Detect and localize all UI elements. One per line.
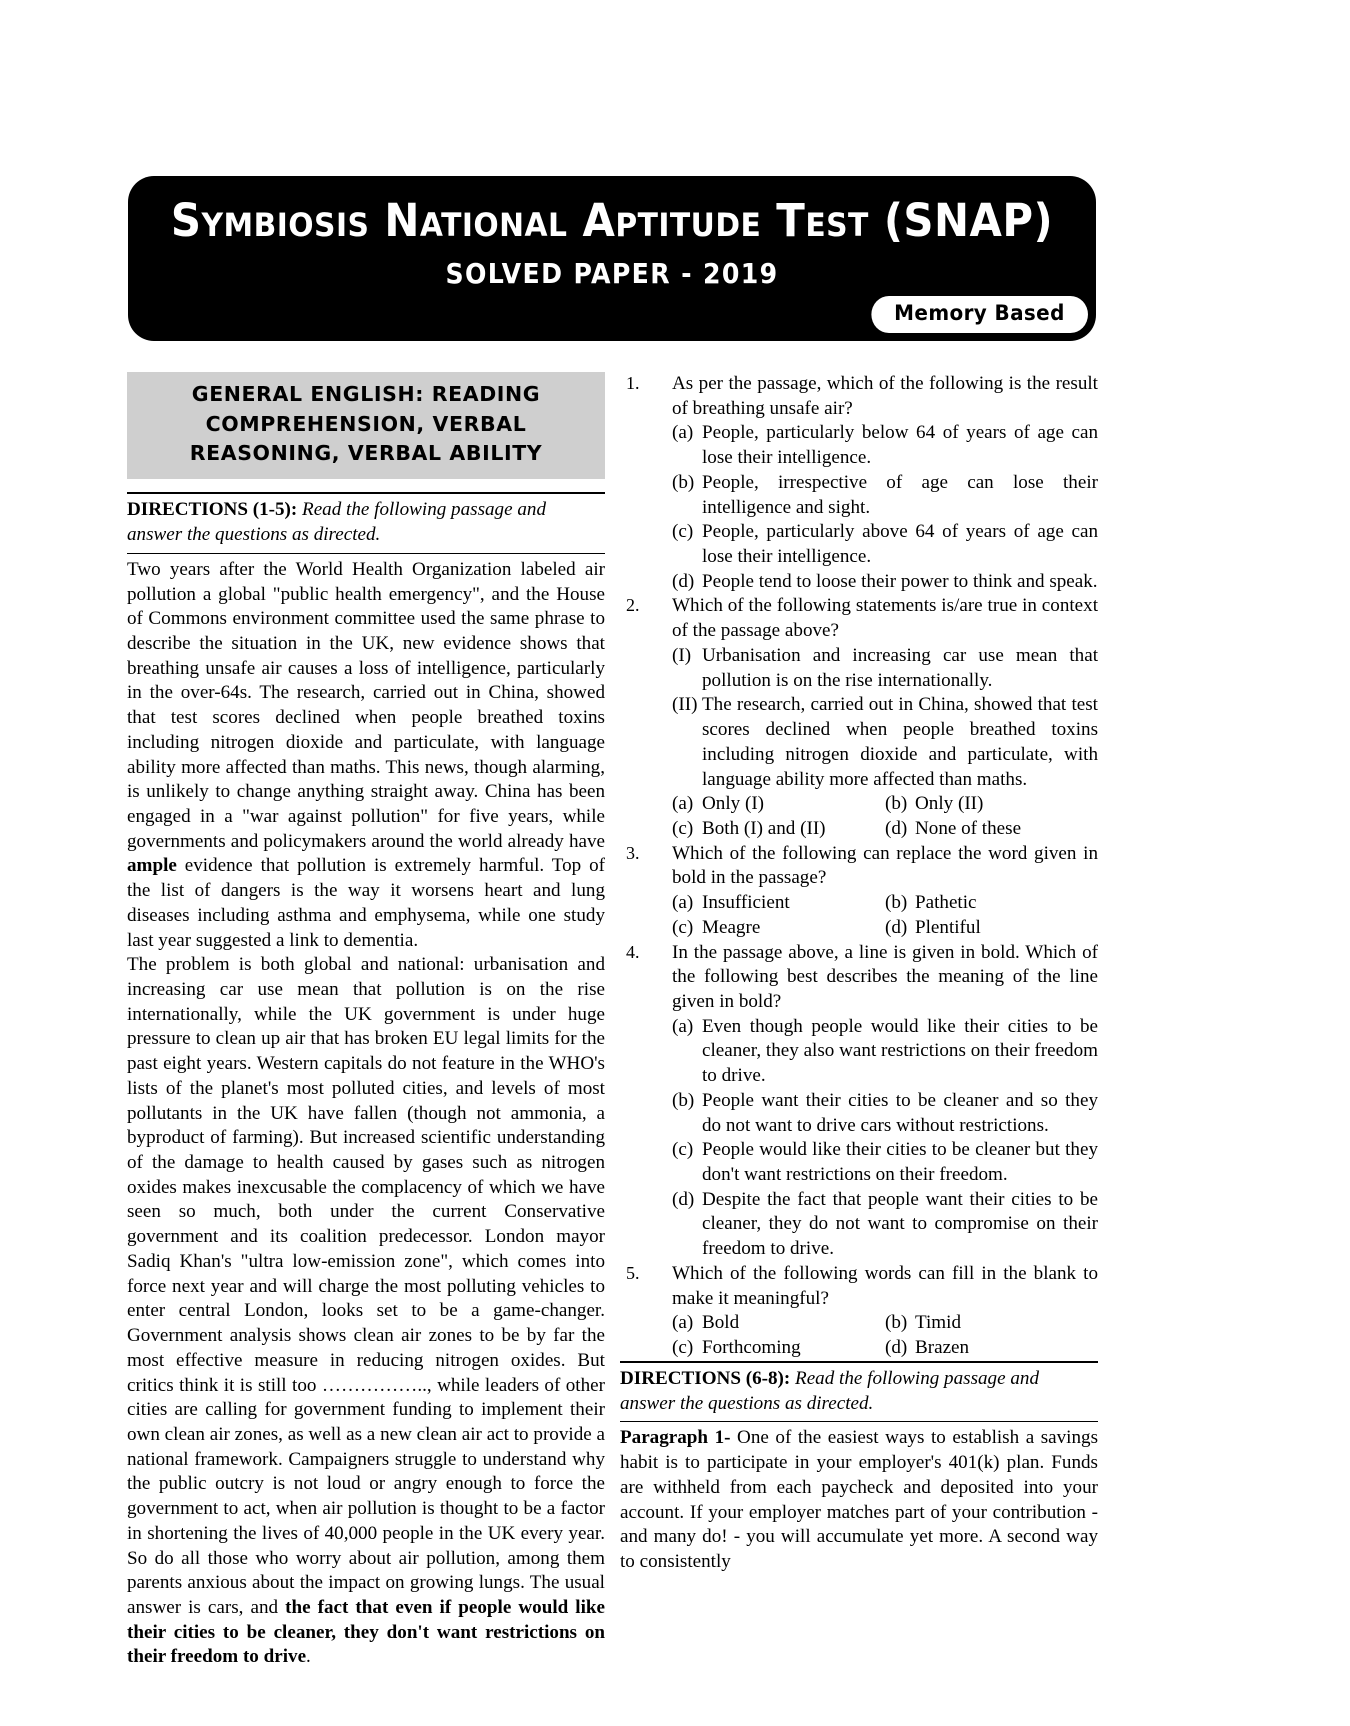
question-3	[620, 842, 1098, 941]
passage-1-p2-part-b: .	[306, 1646, 311, 1668]
statement-label: (I)	[672, 644, 692, 666]
directions-1-text: Read the following passage and answer the questions as directed.	[127, 499, 546, 545]
option-text: Insufficient	[702, 892, 790, 914]
question-2-option-a[interactable]	[672, 792, 885, 817]
option-text: Bold	[702, 1312, 740, 1334]
question-4-option-a[interactable]	[672, 1015, 1098, 1089]
passage-1-paragraph-2	[127, 953, 605, 1670]
question-2-options	[672, 792, 1098, 841]
question-4-number: 4.	[626, 941, 640, 962]
question-5-option-a[interactable]	[672, 1311, 885, 1336]
passage-1-bold-word: ample	[127, 855, 177, 877]
question-1-option-c[interactable]	[672, 520, 1098, 569]
option-text: None of these	[915, 817, 1022, 839]
question-4-option-d[interactable]	[672, 1188, 1098, 1262]
option-text: Even though people would like their cities to be cleaner, they also want restrictions on their freedom to drive.	[702, 1015, 1098, 1087]
option-text: People, particularly above 64 of years of age can lose their intelligence.	[702, 521, 1098, 568]
passage-1-p1-part-b: evidence that pollution is extremely harmful. Top of the list of dangers is the way it worsens heart and lung diseases including asthma and emphysema, while one study last year suggested a link to dementia.	[127, 855, 605, 951]
question-3-option-a[interactable]	[672, 891, 885, 916]
memory-based-badge: Memory Based	[872, 296, 1088, 333]
divider-below-directions-2	[620, 1421, 1098, 1422]
question-5-option-b[interactable]	[885, 1311, 1098, 1336]
option-label: (a)	[672, 793, 694, 815]
divider-above-directions-2	[620, 1361, 1098, 1363]
question-3-option-d[interactable]	[885, 916, 1098, 941]
option-text: Plentiful	[915, 916, 981, 938]
question-1-number: 1.	[626, 373, 640, 393]
option-text: People, particularly below 64 of years of age can lose their intelligence.	[702, 422, 1098, 469]
question-1-text: As per the passage, which of the following is the result of breathing unsafe air?	[672, 373, 1098, 419]
option-text: Brazen	[915, 1337, 970, 1359]
question-5-text: Which of the following words can fill in the blank to make it meaningful?	[672, 1262, 1098, 1309]
option-text: Despite the fact that people want their cities to be cleaner, they do not want to compromise on their freedom to drive.	[702, 1188, 1098, 1260]
question-3-option-c[interactable]	[672, 916, 885, 941]
option-label: (a)	[672, 892, 694, 914]
option-label: (b)	[885, 793, 908, 815]
option-label: (c)	[672, 1139, 694, 1161]
passage-1-p1-part-a: Two years after the World Health Organization labeled air pollution a global "public health emergency", and the House of Commons environment committee used the same phrase to describe the situation in the UK, new evidence shows that breathing unsafe air causes a loss of intelligence, particularly in the over-64s. The research, carried out in China, showed that test scores declined when people breathed toxins including nitrogen dioxide and particulate, with language ability more affected than maths. This news, though alarming, is unlikely to change anything straight away. China has been engaged in a "war against pollution" for five years, while governments and policymakers around the world already have	[127, 558, 605, 852]
directions-1	[127, 498, 605, 548]
passage-1-bold-line: the fact that even if people would like their cities to be cleaner, they don't want restrictions on their freedom to drive	[127, 1596, 606, 1668]
right-column	[620, 372, 1098, 1575]
option-text: Only (II)	[915, 793, 984, 815]
option-label: (b)	[672, 1089, 695, 1111]
directions-1-label: DIRECTIONS (1-5):	[127, 499, 298, 521]
option-label: (a)	[672, 1312, 694, 1334]
question-2-option-b[interactable]	[885, 792, 1098, 817]
option-label: (d)	[672, 570, 695, 592]
option-text: Both (I) and (II)	[702, 817, 826, 839]
question-3-options	[672, 891, 1098, 940]
passage-2-paragraph-1	[620, 1426, 1098, 1574]
question-1-option-a[interactable]	[672, 421, 1098, 470]
question-2-option-d[interactable]	[885, 817, 1098, 842]
option-label: (b)	[885, 892, 908, 914]
option-label: (c)	[672, 521, 694, 543]
directions-2-label: DIRECTIONS (6-8):	[620, 1367, 791, 1389]
option-label: (c)	[672, 817, 694, 839]
option-label: (d)	[885, 817, 908, 839]
option-text: Meagre	[702, 916, 761, 938]
passage-1-p2-part-a: The problem is both global and national: urbanisation and increasing car use mean that pollution is on the rise internationally, while the UK government is under huge pressure to clean up air that has broken EU legal limits for the past eight years. Western capitals do not feature in the WHO's lists of the planet's most polluted cities, and levels of most pollutants in the UK have fallen (though not ammonia, a byproduct of farming). But increased scientific understanding of the damage to health caused by gases such as nitrogen oxides makes inexcusable the complacency of which we have seen so much, both under the current Conservative government and its coalition predecessor. London mayor Sadiq Khan's "ultra low-emission zone", which comes into force next year and will charge the most polluting vehicles to enter central London, looks set to be a game-changer. Government analysis shows clean air zones to be by far the most effective measure in reducing nitrogen oxides. But critics think it is still too …………….., while leaders of other cities are calling for government funding to implement their own clean air zones, as well as a new clean air act to provide a national framework. Campaigners struggle to understand why the public outcry is not loud or angry enough to force the government to act, when air pollution is thought to be a factor in shortening the lives of 40,000 people in the UK every year. So do all those who worry about air pollution, among them parents anxious about the impact on growing lungs. The usual answer is cars, and	[127, 954, 605, 1618]
question-5-option-d[interactable]	[885, 1336, 1098, 1361]
statement-text: The research, carried out in China, showed that test scores declined when people breathed toxins including nitrogen dioxide and particulate, with language ability more affected than maths.	[702, 694, 1098, 790]
divider-below-directions-1	[127, 553, 605, 554]
question-2-statement-2	[672, 693, 1098, 792]
question-2-statement-1	[672, 644, 1098, 693]
question-5-option-c[interactable]	[672, 1336, 885, 1361]
option-text: Only (I)	[702, 793, 765, 815]
passage-2-text: One of the easiest ways to establish a savings habit is to participate in your employer's 401(k) plan. Funds are withheld from each paycheck and deposited into your account. If your employer matches part of your contribution - and many do! - you will accumulate yet more. A second way to consistently	[620, 1427, 1098, 1572]
question-2-number: 2.	[626, 595, 640, 616]
question-5-options	[672, 1311, 1098, 1360]
statement-label: (II)	[672, 694, 698, 716]
option-text: Pathetic	[915, 892, 977, 914]
passage-2-heading: Paragraph 1-	[620, 1427, 731, 1449]
page-title: Symbiosis National Aptitude Test (SNAP)	[170, 194, 1054, 247]
question-3-option-b[interactable]	[885, 891, 1098, 916]
left-column	[127, 372, 605, 1670]
question-1-option-b[interactable]	[672, 471, 1098, 520]
option-label: (c)	[672, 1337, 694, 1359]
option-label: (d)	[885, 1337, 908, 1359]
option-text: Timid	[915, 1312, 962, 1334]
directions-2-text: Read the following passage and answer the questions as directed.	[620, 1367, 1039, 1414]
option-label: (a)	[672, 1015, 694, 1037]
question-1-option-d[interactable]	[672, 570, 1098, 595]
option-label: (b)	[885, 1312, 908, 1334]
question-list	[620, 372, 1098, 1361]
statement-text: Urbanisation and increasing car use mean that pollution is on the rise internationally.	[702, 644, 1098, 691]
option-label: (b)	[672, 471, 695, 493]
question-1	[620, 372, 1098, 594]
option-text: People tend to loose their power to think and speak.	[702, 570, 1098, 592]
section-header: GENERAL ENGLISH: READING COMPREHENSION, VERBAL REASONING, VERBAL ABILITY	[127, 372, 605, 479]
question-3-number: 3.	[626, 842, 640, 863]
masthead-banner	[128, 176, 1096, 341]
option-label: (d)	[672, 1188, 695, 1210]
option-label: (d)	[885, 916, 908, 938]
question-3-text: Which of the following can replace the word given in bold in the passage?	[672, 842, 1098, 889]
divider-above-directions-1	[127, 492, 605, 494]
question-2	[620, 594, 1098, 841]
question-5-number: 5.	[626, 1262, 640, 1283]
masthead-subtitle: SOLVED PAPER - 2019	[445, 257, 779, 290]
question-2-option-c[interactable]	[672, 817, 885, 842]
option-label: (a)	[672, 422, 694, 444]
question-5	[620, 1262, 1098, 1361]
question-2-text: Which of the following statements is/are true in context of the passage above?	[672, 595, 1098, 642]
option-label: (c)	[672, 916, 694, 938]
option-text: People would like their cities to be cleaner but they don't want restrictions on their freedom.	[702, 1139, 1098, 1185]
option-text: Forthcoming	[702, 1337, 801, 1359]
question-4-option-c[interactable]	[672, 1138, 1098, 1187]
question-4-option-b[interactable]	[672, 1089, 1098, 1138]
directions-2	[620, 1367, 1098, 1417]
option-text: People want their cities to be cleaner and so they do not want to drive cars without restrictions.	[702, 1089, 1098, 1136]
passage-1-paragraph-1	[127, 558, 605, 954]
question-4-text: In the passage above, a line is given in bold. Which of the following best describes the meaning of the line given in bold?	[672, 941, 1098, 1012]
question-4	[620, 941, 1098, 1262]
option-text: People, irrespective of age can lose their intelligence and sight.	[702, 471, 1098, 518]
